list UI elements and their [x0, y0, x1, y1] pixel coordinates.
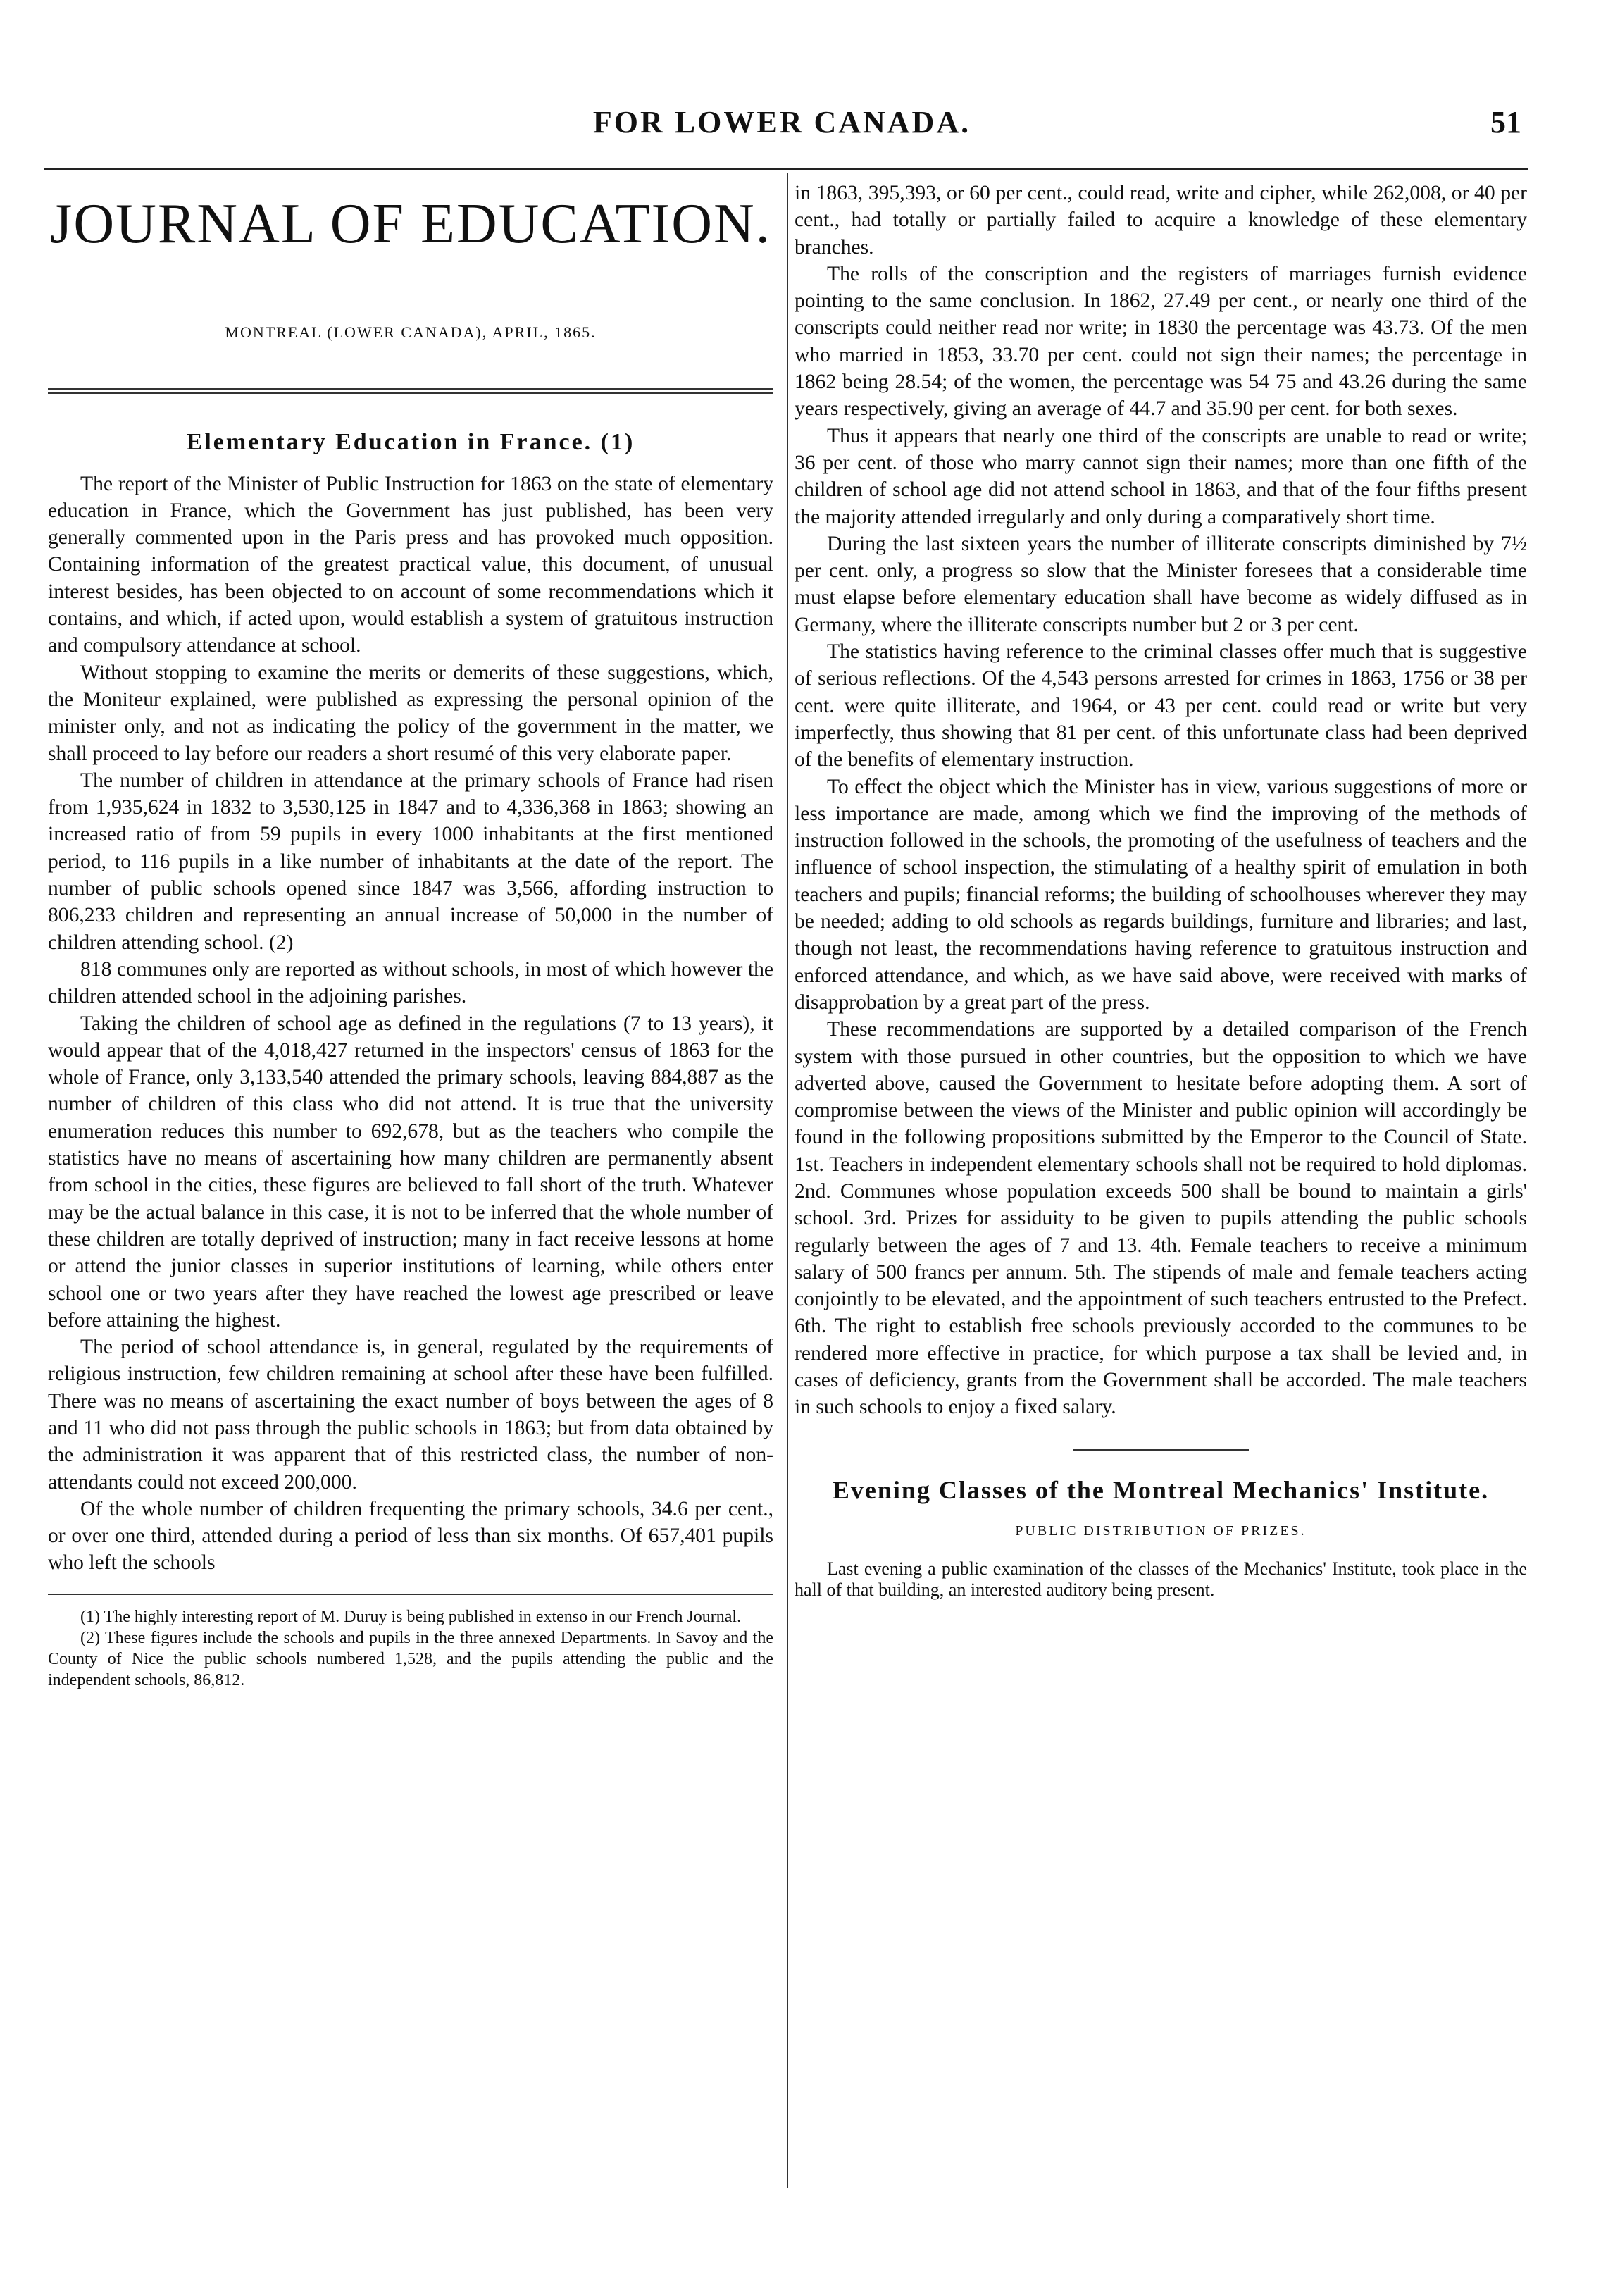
article-paragraph: 818 communes only are reported as without schools, in most of which however the children attended school in the adjoining parishes. [48, 957, 773, 1008]
second-article-heading: Evening Classes of the Montreal Mechanics' Institute. [832, 1475, 1490, 1504]
article-heading: Elementary Education in France. (1) [186, 429, 635, 456]
article-paragraph: The report of the Minister of Public Instruction for 1863 on the state of elementary education in France, which the Government has just published, has been very generally commented upon in the Paris press and has provoked much opposition. Containing information of the greatest practical value, this document, of unusual interest besides, has been objected to on account of some recommendations which it contains, and which, if acted upon, would establish a system of gratuitous instruction and compulsory attendance at school. [48, 472, 773, 657]
dateline: MONTREAL (LOWER CANADA), APRIL, 1865. [225, 323, 597, 341]
footnote-rule [48, 1594, 773, 1595]
left-column [48, 180, 773, 1691]
header-rule [44, 168, 1528, 173]
article-paragraph: During the last sixteen years the number of illiterate conscripts diminished by 7½ per cent. only, a progress so slow that the Minister foresees that a considerable time must elapse before elementary education shall have become as widely diffused as in Germany, where the illiterate conscripts number but 2 or 3 per cent. [795, 532, 1527, 636]
dateline-rule [48, 388, 773, 394]
article-paragraph: The rolls of the conscription and the registers of marriages furnish evidence pointing to the same conclusion. In 1862, 27.49 per cent., or nearly one third of the conscripts could neither read nor write; in 1830 the percentage was 43.73. Of the men who married in 1853, 33.70 per cent. could not sign their names; the percentage in 1862 being 28.54; of the women, the percentage was 54 75 and 43.26 during the same years respectively, giving an average of 44.7 and 35.90 per cent. for both sexes. [795, 262, 1527, 421]
column-divider [787, 173, 788, 2188]
page-number: 51 [1490, 105, 1521, 139]
article-paragraph: Thus it appears that nearly one third of the conscripts are unable to read or write; 36 per cent. of those who marry cannot sign their names; more than one fifth of the children of school age did not attend school in 1863, and that of the four fifths present the majority attended irregularly and only during a comparatively short time. [795, 424, 1527, 528]
article-paragraph: Of the whole number of children frequenting the primary schools, 34.6 per cent., or over one third, attended during a period of less than six months. Of 657,401 pupils who left the schools [48, 1497, 773, 1575]
article-paragraph: To effect the object which the Minister has in view, various suggestions of more or less importance are made, among which we find the improving of the methods of instruction followed in the schools, the promoting of the usefulness of teachers and the influence of school inspection, the stimulating of a healthy spirit of emulation in both teachers and pupils; financial reforms; the building of schoolhouses wherever they may be needed; adding to old schools as regards buildings, furniture and libraries; and last, though not least, the recommendations having reference to gratuitous instruction and enforced attendance, and which, as we have said above, were received with marks of disapprobation by a great part of the press. [795, 775, 1527, 1014]
masthead: JOURNAL OF EDUCATION. [50, 193, 771, 255]
article-paragraph: Taking the children of school age as defined in the regulations (7 to 13 years), it would appear that of the 4,018,427 returned in the inspectors' census of 1863 for the whole of France, only 3,133,540 attended the primary schools, leaving 884,887 as the number of children of this class who did not attend. It is true that the university enumeration reduces this number to 692,678, but as the teachers who compile the statistics have no means of ascertaining how many children are permanently absent from school in the cities, these figures are believed to fall short of the truth. Whatever may be the actual balance in this case, it is not to be inferred that the whole number of these children are totally deprived of instruction; many in fact receive lessons at home or attend the junior classes in superior institutions of learning, while others enter school one or two years after they have reached the lowest age prescribed or leave before attaining the highest. [48, 1012, 773, 1332]
article-paragraph: The statistics having reference to the criminal classes offer much that is suggestive of serious reflections. Of the 4,543 persons arrested for crimes in 1863, 1756 or 38 per cent. were quite illiterate, and 1964, or 43 per cent. could read or write but very imperfectly, thus showing that 81 per cent. of this unfortunate class had been deprived of the benefits of elementary instruction. [795, 640, 1527, 771]
article-paragraph: Last evening a public examination of the classes of the Mechanics' Institute, took place in the hall of that building, an interested auditory being present. [795, 1558, 1527, 1600]
footnote: (1) The highly interesting report of M. Duruy is being published in extenso in our French Journal. [80, 1607, 742, 1626]
article-paragraph: The number of children in attendance at the primary schools of France had risen from 1,935,624 in 1832 to 3,530,125 in 1847 and to 4,336,368 in 1863; showing an increased ratio of from 59 pupils in every 1000 inhabitants at the first mentioned period, to 116 pupils in a like number of inhabitants at the date of the report. The number of public schools opened since 1847 was 3,566, affording instruction to 806,233 children and representing an annual increase of 50,000 in the number of children attending school. (2) [48, 769, 773, 954]
article-paragraph: The period of school attendance is, in general, regulated by the requirements of religious instruction, few children remaining at school after these have been fulfilled. There was no means of ascertaining the exact number of boys between the ages of 8 and 11 who did not pass through the public schools in 1863; but from data obtained by the administration it was apparent that of this restricted class, the number of non-attendants could not exceed 200,000. [48, 1336, 773, 1494]
section-rule [1073, 1449, 1249, 1451]
running-head [42, 104, 1521, 147]
running-title: FOR LOWER CANADA. [592, 105, 971, 139]
article-paragraph: Without stopping to examine the merits or demerits of these suggestions, which, the Moniteur explained, were published as expressing the personal opinion of the minister only, and not as indicating the policy of the government in the matter, we shall proceed to lay before our readers a short resumé of this very elaborate paper. [48, 661, 773, 765]
footnote: (2) These figures include the schools and pupils in the three annexed Departments. In Savoy and the County of Nice the public schools numbered 1,528, and the pupils attending the public and the independent schools, 86,812. [48, 1628, 773, 1689]
second-article-subheading: PUBLIC DISTRIBUTION OF PRIZES. [1015, 1522, 1307, 1539]
article-paragraph: in 1863, 395,393, or 60 per cent., could read, write and cipher, while 262,008, or 40 per cent., had totally or partially failed to acquire a knowledge of these elementary branches. [795, 182, 1527, 259]
article-paragraph: These recommendations are supported by a detailed comparison of the French system with those pursued in other countries, but the opposition to which we have adverted above, caused the Government to hesitate before adopting them. A sort of compromise between the views of the Minister and public opinion will accordingly be found in the following propositions submitted by the Emperor to the Council of State. 1st. Teachers in independent elementary schools shall not be required to hold diplomas. 2nd. Communes whose population exceeds 500 shall be bound to maintain a girls' school. 3rd. Prizes for assiduity to be given to pupils attending the public schools regularly between the ages of 7 and 13. 4th. Female teachers to receive a minimum salary of 500 francs per annum. 5th. The stipends of male and female teachers acting conjointly to be elevated, and the appointment of such teachers entrusted to the Prefect. 6th. The right to establish free schools previously accorded to the communes to be rendered more effective in practice, for which purpose a tax shall be levied and, in cases of deficiency, grants from the Government shall be accorded. The male teachers in such schools to enjoy a fixed salary. [795, 1018, 1527, 1419]
right-column [795, 180, 1527, 1601]
